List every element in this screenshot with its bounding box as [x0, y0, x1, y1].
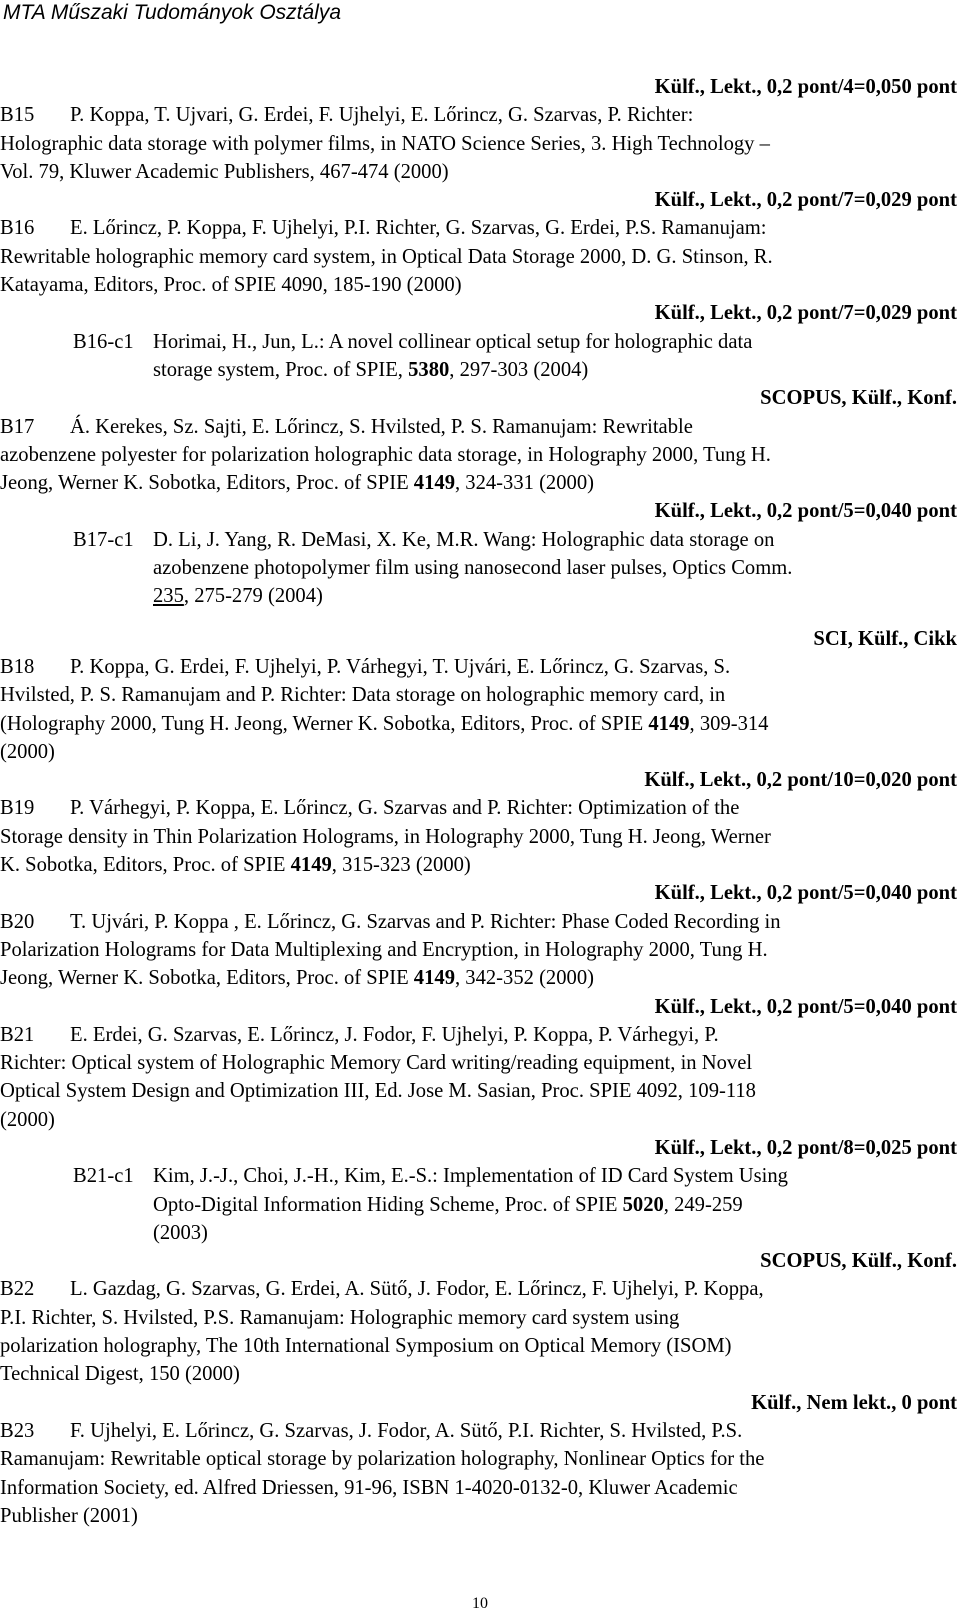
- citation-text: Horimai, H., Jun, L.: A novel collinear optical setup for holographic data: [153, 330, 753, 353]
- entry-text: Information Society, ed. Alfred Driessen, 91-96, ISBN 1-4020-0132-0, Kluwer Academic: [0, 1476, 738, 1499]
- rating-line: SCI, Külf., Cikk: [813, 627, 957, 650]
- citation: [0, 328, 957, 356]
- citation-text: 235, 275-279 (2004): [153, 585, 323, 608]
- citation-text: azobenzene photopolymer film using nanosecond laser pulses, Optics Comm.: [153, 557, 793, 580]
- entry-text: Optical System Design and Optimization III, Ed. Jose M. Sasian, Proc. SPIE 4092, 109-118: [0, 1080, 756, 1103]
- entry-text: Á. Kerekes, Sz. Sajti, E. Lőrincz, S. Hvilsted, P. S. Ramanujam: Rewritable: [70, 415, 693, 438]
- reference-entry: [0, 1417, 957, 1530]
- entry-text: E. Erdei, G. Szarvas, E. Lőrincz, J. Fodor, F. Ujhelyi, P. Koppa, P. Várhegyi, P.: [70, 1023, 719, 1046]
- page-header-title: MTA Műszaki Tudományok Osztálya: [3, 1, 342, 24]
- rating-line: Külf., Lekt., 0,2 pont/10=0,020 pont: [644, 769, 957, 792]
- entry-text: Vol. 79, Kluwer Academic Publishers, 467-474 (2000): [0, 160, 449, 183]
- citation-number: B16-c1: [73, 330, 134, 353]
- entry-text: Jeong, Werner K. Sobotka, Editors, Proc. of SPIE 4149, 324-331 (2000): [0, 472, 594, 495]
- rating-line: Külf., Lekt., 0,2 pont/5=0,040 pont: [654, 500, 957, 523]
- citation-number: B21-c1: [73, 1165, 134, 1188]
- entry-text: P. Koppa, G. Erdei, F. Ujhelyi, P. Várhegyi, T. Ujvári, E. Lőrincz, G. Szarvas, S.: [70, 655, 731, 678]
- entry-text: Technical Digest, 150 (2000): [0, 1363, 240, 1386]
- entry-number: B21: [0, 1023, 35, 1046]
- rating-line: Külf., Lekt., 0,2 pont/5=0,040 pont: [654, 995, 957, 1018]
- citation: [0, 526, 957, 554]
- reference-entry: [0, 908, 957, 1021]
- citation-text: Opto-Digital Information Hiding Scheme, Proc. of SPIE 5020, 249-259: [153, 1193, 743, 1216]
- entry-number: B18: [0, 655, 35, 678]
- entry-text: T. Ujvári, P. Koppa , E. Lőrincz, G. Szarvas and P. Richter: Phase Coded Recording in: [70, 910, 781, 933]
- entry-text: Jeong, Werner K. Sobotka, Editors, Proc. of SPIE 4149, 342-352 (2000): [0, 967, 594, 990]
- entry-number: B19: [0, 797, 35, 820]
- page-number: 10: [472, 1595, 488, 1612]
- citation-text: storage system, Proc. of SPIE, 5380, 297-303 (2004): [153, 358, 589, 381]
- rating-line: SCOPUS, Külf., Konf.: [760, 1250, 957, 1273]
- entry-text: E. Lőrincz, P. Koppa, F. Ujhelyi, P.I. Richter, G. Szarvas, G. Erdei, P.S. Ramanujam:: [70, 217, 767, 240]
- entry-number: B15: [0, 104, 35, 127]
- entry-text: Katayama, Editors, Proc. of SPIE 4090, 185-190 (2000): [0, 274, 462, 297]
- entry-text: (2000): [0, 1108, 55, 1131]
- entry-text: Rewritable holographic memory card system, in Optical Data Storage 2000, D. G. Stinson, R.: [0, 245, 773, 268]
- rating-line: Külf., Lekt., 0,2 pont/8=0,025 pont: [654, 1136, 957, 1159]
- entry-number: B22: [0, 1278, 35, 1301]
- entry-text: K. Sobotka, Editors, Proc. of SPIE 4149, 315-323 (2000): [0, 854, 471, 877]
- citation-text: Kim, J.-J., Choi, J.-H., Kim, E.-S.: Implementation of ID Card System Using: [153, 1165, 788, 1188]
- citation-text: D. Li, J. Yang, R. DeMasi, X. Ke, M.R. Wang: Holographic data storage on: [153, 528, 775, 551]
- entry-number: B16: [0, 217, 35, 240]
- entry-text: P.I. Richter, S. Hvilsted, P.S. Ramanujam: Holographic memory card system using: [0, 1306, 680, 1329]
- entry-text: Hvilsted, P. S. Ramanujam and P. Richter: Data storage on holographic memory card, in: [0, 684, 726, 707]
- entry-text: F. Ujhelyi, E. Lőrincz, G. Szarvas, J. Fodor, A. Sütő, P.I. Richter, S. Hvilsted, P.S.: [70, 1419, 743, 1442]
- entry-text: Publisher (2001): [0, 1504, 138, 1527]
- entry-text: L. Gazdag, G. Szarvas, G. Erdei, A. Sütő, J. Fodor, E. Lőrincz, F. Ujhelyi, P. Koppa,: [70, 1278, 764, 1301]
- citation-text: (2003): [153, 1221, 208, 1244]
- entry-text: Richter: Optical system of Holographic Memory Card writing/reading equipment, in Novel: [0, 1052, 753, 1075]
- rating-line: Külf., Lekt., 0,2 pont/4=0,050 pont: [654, 76, 957, 98]
- reference-entry: [0, 413, 957, 653]
- rating-line: Külf., Lekt., 0,2 pont/5=0,040 pont: [654, 882, 957, 905]
- reference-entry: [0, 214, 957, 412]
- rating-line: Külf., Lekt., 0,2 pont/7=0,029 pont: [654, 189, 957, 212]
- reference-entry: [0, 653, 957, 794]
- citation: [0, 1162, 957, 1190]
- rating-line: SCOPUS, Külf., Konf.: [760, 387, 957, 410]
- entry-number: B20: [0, 910, 35, 933]
- reference-list: [0, 73, 957, 1530]
- entry-text: (Holography 2000, Tung H. Jeong, Werner K. Sobotka, Editors, Proc. of SPIE 4149, 309-314: [0, 712, 769, 735]
- reference-entry: [0, 794, 957, 907]
- entry-text: Ramanujam: Rewritable optical storage by polarization holography, Nonlinear Optics for the: [0, 1448, 765, 1471]
- entry-text: Storage density in Thin Polarization Holograms, in Holography 2000, Tung H. Jeong, Werner: [0, 825, 771, 848]
- entry-text: Polarization Holograms for Data Multiplexing and Encryption, in Holography 2000, Tung H.: [0, 938, 768, 961]
- entry-number: B23: [0, 1419, 35, 1442]
- reference-entry: [0, 1275, 957, 1416]
- rating-line: Külf., Lekt., 0,2 pont/7=0,029 pont: [654, 302, 957, 325]
- entry-text: polarization holography, The 10th International Symposium on Optical Memory (ISOM): [0, 1335, 732, 1358]
- citation-number: B17-c1: [73, 528, 134, 551]
- entry-text: (2000): [0, 740, 55, 763]
- entry-text: P. Várhegyi, P. Koppa, E. Lőrincz, G. Szarvas and P. Richter: Optimization of the: [70, 797, 740, 820]
- entry-text: Holographic data storage with polymer films, in NATO Science Series, 3. High Technology –: [0, 132, 770, 155]
- rating-line: Külf., Nem lekt., 0 pont: [751, 1391, 957, 1414]
- reference-entry: [0, 101, 957, 214]
- entry-text: P. Koppa, T. Ujvari, G. Erdei, F. Ujhelyi, E. Lőrincz, G. Szarvas, P. Richter:: [70, 104, 694, 127]
- reference-entry: [0, 1021, 957, 1276]
- entry-number: B17: [0, 415, 35, 438]
- entry-text: azobenzene polyester for polarization holographic data storage, in Holography 2000, Tung H.: [0, 443, 771, 466]
